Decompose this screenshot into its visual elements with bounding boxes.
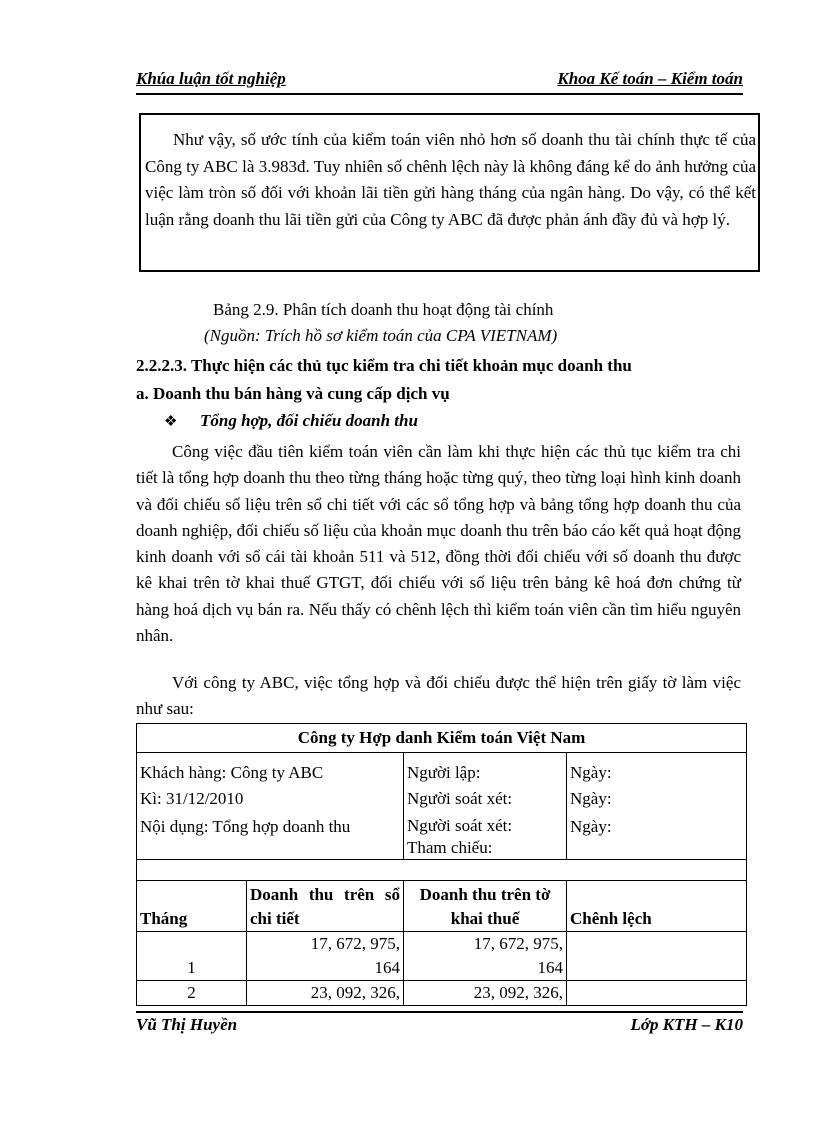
row-ledger: 17, 672, 975, 164 xyxy=(247,932,404,981)
working-paper-table xyxy=(136,723,747,1006)
row-diff xyxy=(567,981,747,1006)
class-label: Lớp KTH – K10 xyxy=(630,1015,743,1034)
client-info xyxy=(137,753,404,860)
body-paragraph-1: Công việc đầu tiên kiểm toán viên cần làm khi thực hiện các thủ tục kiểm tra chi tiết là tổng hợp doanh thu theo từng tháng hoặc từng quý, theo từng loại hình kinh doanh và đối chiếu số liệu trên sổ chi tiết với các sổ tổng hợp và bảng tổng hợp doanh thu của doanh nghiệp, đối chiếu số liệu của khoản mục doanh thu trên báo cáo kết quả hoạt động kinh doanh với sổ cái tài khoản 511 và 512, đồng thời đối chiếu với số doanh thu được kê khai trên tờ khai thuế GTGT, đối chiếu với số liệu trên bảng kê hoá đơn chứng từ hàng hoá dịch vụ bán ra. Nếu thấy có chênh lệch thì kiểm toán viên cần tìm hiểu nguyên nhân. xyxy=(136,442,741,646)
row-tax: 17, 672, 975, 164 xyxy=(404,932,567,981)
body-paragraph-2: Với công ty ABC, việc tổng hợp và đối chiếu được thể hiện trên giấy tờ làm việc như sau: xyxy=(136,673,741,719)
bullet-title: Tổng hợp, đối chiếu doanh thu xyxy=(200,411,418,430)
row-tax: 23, 092, 326, xyxy=(404,981,567,1006)
content: Nội dụng: Tổng hợp doanh thu xyxy=(140,817,351,836)
firm-name: Công ty Hợp danh Kiểm toán Việt Nam xyxy=(137,724,747,753)
table-row xyxy=(137,981,747,1006)
col-diff: Chênh lệch xyxy=(567,881,747,932)
reference: Tham chiếu: xyxy=(407,838,493,857)
diamond-bullet-icon: ❖ xyxy=(164,414,178,430)
section-heading: 2.2.2.3. Thực hiện các thủ tục kiểm tra chi tiết khoản mục doanh thu xyxy=(136,356,632,375)
author-name: Vũ Thị Huyền xyxy=(136,1015,238,1034)
row-month: 1 xyxy=(137,932,247,981)
date-2: Ngày: xyxy=(570,789,612,808)
reviewed-by-2: Người soát xét: xyxy=(407,816,513,835)
date-3: Ngày: xyxy=(570,817,612,836)
period: Kì: 31/12/2010 xyxy=(140,789,244,808)
page-header xyxy=(136,69,743,95)
bullet-item xyxy=(164,411,418,431)
faculty-label: Khoa Kế toán – Kiểm toán xyxy=(557,69,743,88)
conclusion-box: Như vậy, số ước tính của kiểm toán viên nhỏ hơn số doanh thu tài chính thực tế của Công ty ABC là 3.983đ. Tuy nhiên số chênh lệch này là không đáng kể do ảnh hưởng của việc làm tròn số đối với khoản lãi tiền gửi hàng tháng của ngân hàng. Do vậy, có thể kết luận rằng doanh thu lãi tiền gửi của Công ty ABC đã được phản ánh đầy đủ và hợp lý. xyxy=(139,113,760,272)
thesis-label: Khúa luận tốt nghiệp xyxy=(136,69,286,88)
col-month: Tháng xyxy=(137,881,247,932)
table-source: (Nguồn: Trích hồ sơ kiểm toán của CPA VIETNAM) xyxy=(204,326,558,345)
subheading: a. Doanh thu bán hàng và cung cấp dịch vụ xyxy=(136,384,450,403)
spacer-row xyxy=(137,860,747,881)
row-month: 2 xyxy=(137,981,247,1006)
table-row xyxy=(137,932,747,981)
row-ledger: 23, 092, 326, xyxy=(247,981,404,1006)
col-ledger: Doanh thu trên sổ chi tiết xyxy=(247,881,404,932)
table-caption: Bảng 2.9. Phân tích doanh thu hoạt động tài chính xyxy=(213,300,554,319)
row-diff xyxy=(567,932,747,981)
col-tax: Doanh thu trên tờ khai thuế xyxy=(404,881,567,932)
dates-info xyxy=(567,753,747,860)
column-header-row xyxy=(137,881,747,932)
client-name: Khách hàng: Công ty ABC xyxy=(140,763,324,782)
info-row xyxy=(137,753,747,860)
sign-off-info xyxy=(404,753,567,860)
date-1: Ngày: xyxy=(570,763,612,782)
page-footer xyxy=(136,1011,743,1037)
reviewed-by-1: Người soát xét: xyxy=(407,789,513,808)
prepared-by: Người lập: xyxy=(407,763,481,782)
firm-row xyxy=(137,724,747,753)
